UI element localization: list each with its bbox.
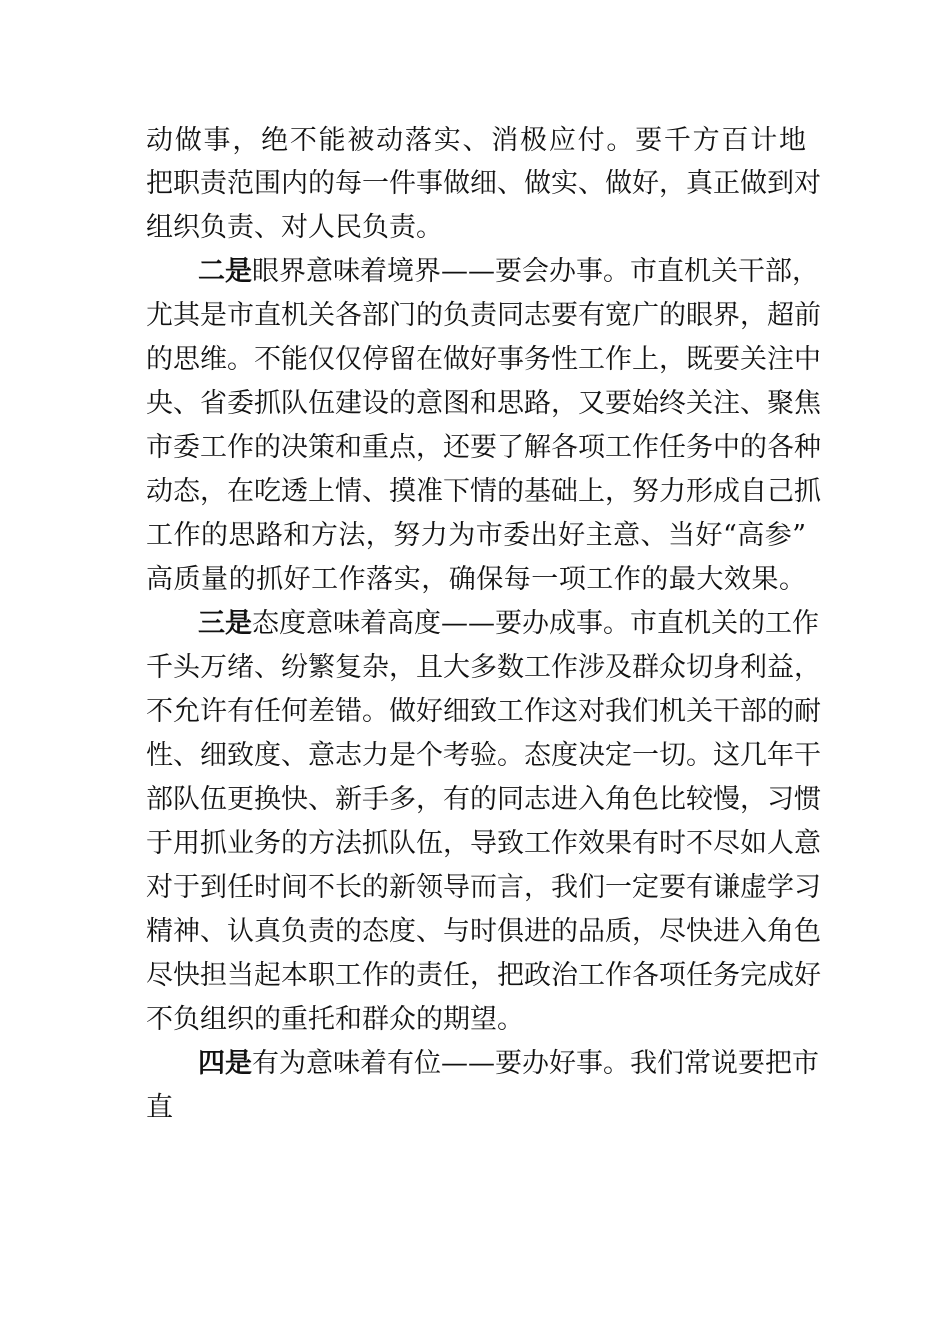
paragraph-2-lead: 二是 [198,256,252,287]
paragraph-3-line-8: 精神、认真负责的态度、与时俱进的品质，尽快进入角色 [146,916,821,947]
paragraph-2-line-6: 动态，在吃透上情、摸准下情的基础上，努力形成自己抓 [146,476,821,507]
paragraph-4-line-1 [198,1044,819,1084]
paragraph-3-line-1 [198,604,819,644]
paragraph-3-line-7: 对于到任时间不长的新领导而言，我们一定要有谦虚学习 [146,872,821,903]
paragraph-3-line-6: 于用抓业务的方法抓队伍，导致工作效果有时不尽如人意 [146,828,821,859]
paragraph-3-line-5: 部队伍更换快、新手多，有的同志进入角色比较慢，习惯 [146,784,821,815]
paragraph-1-line-1: 动做事，绝不能被动落实、消极应付。要千方百计地 [146,125,806,156]
paragraph-2-line-4: 央、省委抓队伍建设的意图和思路，又要始终关注、聚焦 [146,388,821,419]
paragraph-2-line-1-text: 眼界意味着境界——要会办事。市直机关干部， [252,256,819,287]
paragraph-2-line-2: 尤其是市直机关各部门的负责同志要有宽广的眼界，超前 [146,300,821,331]
paragraph-3-line-2: 千头万绪、纷繁复杂，且大多数工作涉及群众切身利益， [146,652,821,683]
paragraph-4-lead: 四是 [198,1048,252,1079]
paragraph-3-lead: 三是 [198,608,252,639]
paragraph-2-line-5: 市委工作的决策和重点，还要了解各项工作任务中的各种 [146,432,821,463]
paragraph-3-line-3: 不允许有任何差错。做好细致工作这对我们机关干部的耐 [146,696,821,727]
paragraph-1-line-2: 把职责范围内的每一件事做细、做实、做好，真正做到对 [146,168,821,199]
paragraph-1-line-3: 组织负责、对人民负责。 [146,212,443,243]
paragraph-2-line-1 [198,252,819,292]
paragraph-3-line-9: 尽快担当起本职工作的责任，把政治工作各项任务完成好 [146,960,821,991]
paragraph-2-line-8: 高质量的抓好工作落实，确保每一项工作的最大效果。 [146,564,806,595]
paragraph-4-line-1-text: 有为意味着有位——要办好事。我们常说要把市 [252,1048,819,1079]
paragraph-3-line-1-text: 态度意味着高度——要办成事。市直机关的工作 [252,608,819,639]
paragraph-2-line-7: 工作的思路和方法，努力为市委出好主意、当好“高参” [146,520,806,551]
paragraph-4-line-2: 直 [146,1092,173,1123]
paragraph-3-line-4: 性、细致度、意志力是个考验。态度决定一切。这几年干 [146,740,821,771]
paragraph-3-line-10: 不负组织的重托和群众的期望。 [146,1004,524,1035]
paragraph-2-line-3: 的思维。不能仅仅停留在做好事务性工作上，既要关注中 [146,344,821,375]
